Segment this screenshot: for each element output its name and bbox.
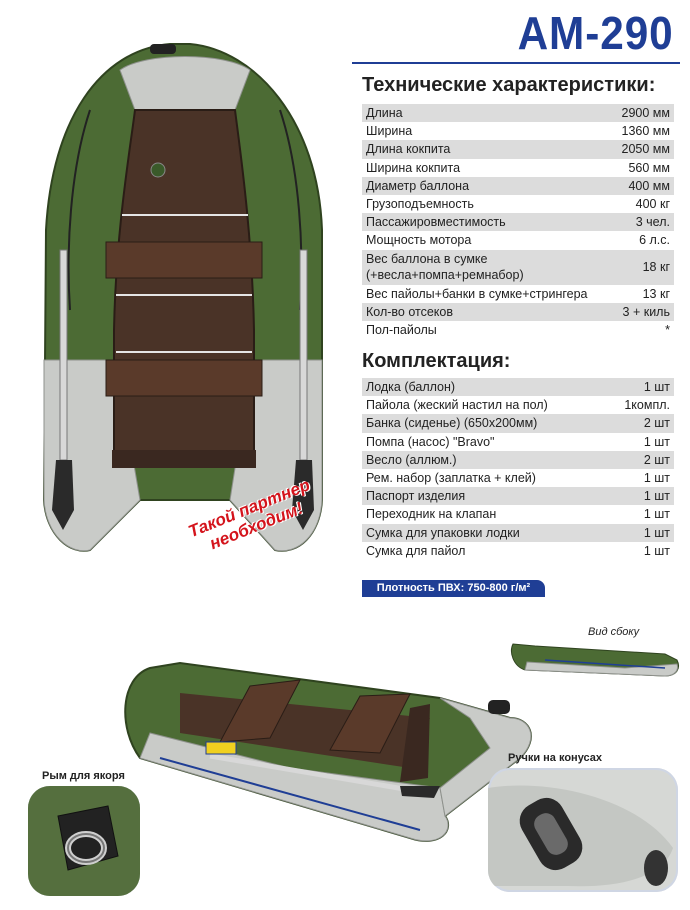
kit-label: Сумка для пайол [366, 543, 466, 558]
table-row [362, 140, 674, 158]
table-row [362, 104, 674, 122]
kit-value: 1 шт [643, 434, 670, 449]
table-row [362, 177, 674, 195]
side-view-caption: Вид сбоку [588, 626, 640, 638]
table-row [362, 231, 674, 249]
kit-label: Пайола (жеский настил на пол) [366, 398, 548, 413]
kit-value: 1компл. [624, 398, 670, 413]
specs-table [362, 104, 674, 339]
kit-label: Помпа (насос) "Bravo" [366, 434, 495, 449]
spec-value: 3 + киль [622, 304, 670, 319]
kit-label: Банка (сиденье) (650х200мм) [366, 416, 538, 431]
anchor-ring-closeup [28, 786, 140, 896]
table-row [362, 250, 674, 285]
spec-value: * [665, 322, 670, 337]
kit-value: 1 шт [643, 543, 670, 558]
table-row [362, 378, 674, 396]
pvc-density-badge: Плотность ПВХ: 750-800 г/м² [362, 580, 545, 597]
kit-title: Комплектация: [362, 350, 511, 372]
spec-label: Пассажировместимость [366, 215, 506, 230]
spec-value: 560 мм [628, 160, 670, 175]
spec-label: Вес пайолы+банки в сумке+стрингера [366, 286, 588, 301]
kit-value: 2 шт [643, 452, 670, 467]
anchor-ring-caption: Рым для якоря [42, 770, 125, 782]
spec-label: Пол-пайолы [366, 322, 437, 337]
table-row [362, 303, 674, 321]
table-row [362, 159, 674, 177]
kit-value: 1 шт [643, 471, 670, 486]
table-row [362, 542, 674, 560]
kit-label: Рем. набор (заплатка + клей) [366, 471, 536, 486]
model-title: AM-290 [517, 7, 674, 59]
table-row [362, 321, 674, 339]
spec-label: Диаметр баллона [366, 178, 470, 193]
spec-value: 6 л.с. [639, 233, 670, 248]
spec-label: Длина кокпита [366, 142, 451, 157]
cone-handle-illustration [488, 768, 678, 892]
spec-label: Ширина [366, 124, 413, 139]
table-row [362, 524, 674, 542]
table-row [362, 414, 674, 432]
spec-value: 3 чел. [635, 215, 670, 230]
spec-value: 1360 мм [621, 124, 670, 139]
spec-value: 2900 мм [621, 106, 670, 121]
kit-label: Весло (аллюм.) [366, 452, 457, 467]
table-row [362, 505, 674, 523]
table-row [362, 487, 674, 505]
table-row [362, 195, 674, 213]
table-row [362, 433, 674, 451]
cone-handles-caption: Ручки на конусах [508, 752, 603, 764]
title-rule [352, 62, 680, 64]
anchor-ring-illustration [28, 786, 140, 896]
table-row [362, 469, 674, 487]
spec-label: Вес баллона в сумке (+весла+помпа+ремнабор) [366, 252, 524, 282]
table-row [362, 213, 674, 231]
kit-label: Переходник на клапан [366, 507, 497, 522]
spec-value: 2050 мм [621, 142, 670, 157]
spec-value: 400 кг [635, 197, 670, 212]
kit-value: 1 шт [643, 507, 670, 522]
kit-value: 1 шт [643, 489, 670, 504]
kit-label: Паспорт изделия [366, 489, 466, 504]
spec-value: 13 кг [642, 286, 670, 301]
kit-value: 1 шт [643, 525, 670, 540]
kit-table [362, 378, 674, 560]
kit-value: 1 шт [643, 380, 670, 395]
spec-value: 18 кг [642, 260, 670, 274]
spec-label: Кол-во отсеков [366, 304, 454, 319]
table-row [362, 285, 674, 303]
spec-label: Длина [366, 106, 403, 121]
table-row [362, 122, 674, 140]
specs-title: Технические характеристики: [362, 74, 656, 96]
table-row [362, 451, 674, 469]
partner-stamp-text: Такой партнер необходим! [185, 475, 313, 554]
kit-label: Сумка для упаковки лодки [366, 525, 520, 540]
spec-value: 400 мм [628, 178, 670, 193]
table-row [362, 396, 674, 414]
spec-label: Мощность мотора [366, 233, 472, 248]
spec-label: Ширина кокпита [366, 160, 461, 175]
kit-label: Лодка (баллон) [366, 380, 456, 395]
kit-value: 2 шт [643, 416, 670, 431]
spec-label: Грузоподъемность [366, 197, 474, 212]
boat-perspective-view [110, 638, 550, 858]
cone-handles-closeup [488, 768, 678, 892]
